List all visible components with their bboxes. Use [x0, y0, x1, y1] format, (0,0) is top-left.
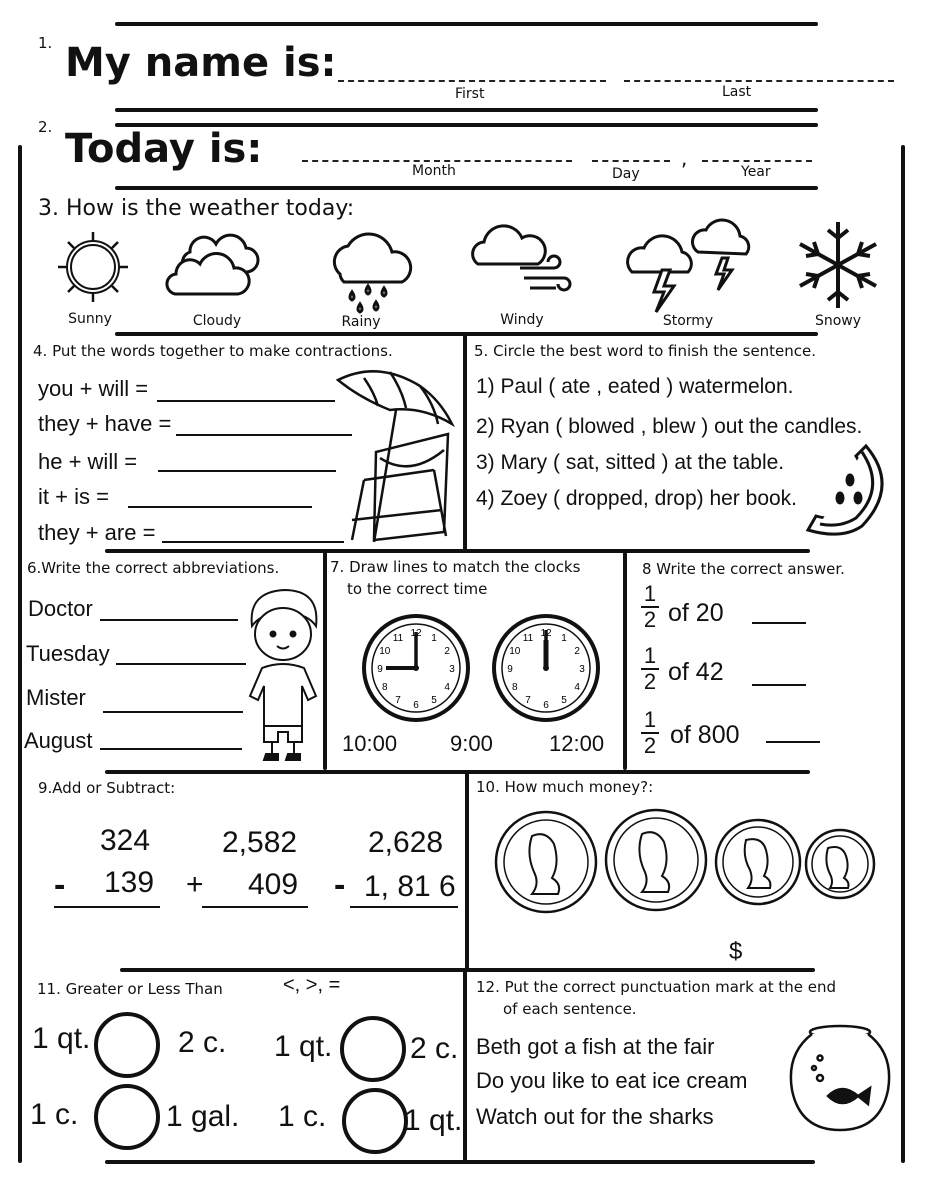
q8-item-2: of 42 [668, 658, 724, 686]
clock-center [413, 665, 419, 671]
coins-icon [492, 806, 882, 916]
fraction-1: $\frac{1}{2}$ [641, 582, 659, 632]
clock-number: 7 [395, 695, 401, 707]
q10-title: 10. How much money?: [476, 778, 654, 796]
clock-number: 7 [525, 695, 531, 707]
day-line[interactable] [592, 160, 670, 162]
compare-circle-3[interactable] [94, 1084, 160, 1150]
clock-number: 8 [382, 682, 388, 693]
q11-r1-c: 1 qt. [274, 1030, 333, 1063]
day-label: Day [612, 166, 640, 182]
q5-item-3: 3) Mary ( sat, sitted ) at the table. [476, 451, 785, 474]
q11-r2-b: 1 gal. [166, 1100, 240, 1133]
q4-answer-2[interactable] [176, 434, 352, 436]
problem-3-bottom: 1, 81 6 [364, 870, 456, 903]
q6-item-3: Mister [26, 685, 86, 710]
month-line[interactable] [302, 160, 572, 162]
divider-q11-q12 [463, 970, 467, 1162]
clock-number: 11 [392, 632, 404, 644]
problem-1-line [54, 906, 160, 908]
q6-answer-1[interactable] [100, 619, 238, 621]
last-label: Last [722, 84, 752, 100]
year-label: Year [741, 164, 771, 180]
divider-q7-q8 [623, 552, 627, 770]
time-option-3[interactable]: 12:00 [549, 731, 605, 756]
problem-3-line [350, 906, 458, 908]
clock-number: 5 [561, 695, 567, 707]
q5-title: 5. Circle the best word to finish the sentence. [474, 342, 817, 360]
q6-answer-3[interactable] [103, 711, 243, 713]
q11-r1-a: 1 qt. [32, 1022, 91, 1055]
q11-r1-b: 2 c. [178, 1026, 227, 1059]
problem-1-bottom: 139 [104, 866, 155, 899]
compare-circle-1[interactable] [94, 1012, 160, 1078]
q2-number: 2. [38, 118, 53, 136]
clock-number: 10 [509, 646, 521, 657]
rain-cloud-icon[interactable] [334, 234, 410, 312]
clock-number: 6 [543, 700, 549, 711]
clock-number: 4 [574, 682, 580, 693]
fraction-2: $\frac{1}{2}$ [641, 644, 659, 694]
clock-twelve[interactable] [490, 612, 602, 724]
q11-title: 11. Greater or Less Than [37, 980, 223, 998]
compare-circle-4[interactable] [342, 1088, 408, 1154]
problem-2-op: + [186, 868, 204, 901]
q4-item-5: they + are = [38, 520, 156, 545]
q4-title: 4. Put the words together to make contractions. [33, 342, 393, 360]
clock-number: 5 [431, 695, 437, 707]
clock-number: 2 [444, 646, 450, 657]
clock-number: 1 [561, 632, 567, 644]
wind-icon[interactable] [473, 226, 570, 290]
clock-number: 8 [512, 682, 518, 693]
q1-label: My name is: [65, 40, 337, 86]
dollar-sign: $ [729, 938, 743, 965]
q12-item-3: Watch out for the sharks [476, 1104, 714, 1129]
q12-item-2: Do you like to eat ice cream [476, 1068, 748, 1093]
rule-name-bottom [115, 108, 818, 112]
clock-number: 12 [410, 628, 422, 639]
q6-title: 6.Write the correct abbreviations. [27, 559, 280, 577]
q8-item-3: of 800 [670, 721, 740, 749]
q5-item-2: 2) Ryan ( blowed , blew ) out the candles. [476, 415, 863, 438]
q7-title: 7. Draw lines to match the clocks [330, 558, 581, 576]
q4-answer-5[interactable] [162, 541, 344, 543]
q6-answer-4[interactable] [100, 748, 242, 750]
snowflake-icon[interactable] [800, 222, 876, 308]
clock-number: 4 [444, 682, 450, 693]
weather-label-cloudy: Cloudy [192, 313, 242, 329]
q8-answer-2[interactable] [752, 684, 806, 686]
q8-answer-1[interactable] [752, 622, 806, 624]
q12-title: 12. Put the correct punctuation mark at the end [476, 978, 837, 996]
weather-icons [0, 212, 927, 322]
q3-title: 3. How is the weather today: [38, 196, 355, 221]
q4-item-3: he + will = [38, 449, 138, 474]
q4-item-4: it + is = [38, 484, 109, 509]
problem-3-op: - [334, 866, 346, 904]
date-comma: , [681, 146, 688, 170]
compare-circle-2[interactable] [340, 1016, 406, 1082]
clock-center [543, 665, 549, 671]
q9-title: 9.Add or Subtract: [38, 779, 176, 797]
q8-title: 8 Write the correct answer. [642, 560, 845, 578]
q12-title-line2: of each sentence. [503, 1000, 637, 1018]
rule-top [115, 22, 818, 26]
quarter-icon-1 [496, 812, 596, 912]
beach-chair-umbrella-icon [334, 360, 459, 545]
q11-r1-d: 2 c. [410, 1032, 459, 1065]
q1-number: 1. [38, 34, 53, 52]
divider-q4-q5 [463, 334, 467, 552]
q4-item-2: they + have = [38, 411, 172, 436]
clock-number: 9 [507, 664, 513, 675]
clock-number: 2 [574, 646, 580, 657]
rule-row3-bottom [105, 770, 810, 774]
clock-number: 1 [431, 632, 437, 644]
sun-icon[interactable] [58, 232, 128, 302]
q11-symbols: <, >, = [283, 974, 341, 996]
weather-label-windy: Windy [500, 312, 544, 328]
storm-icon[interactable] [628, 220, 749, 312]
clock-number: 3 [449, 664, 455, 675]
boy-icon [242, 586, 324, 764]
first-label: First [455, 86, 485, 102]
weather-label-stormy: Stormy [662, 313, 714, 329]
clock-number: 3 [579, 664, 585, 675]
divider-q9-q10 [465, 772, 469, 970]
problem-2-line [202, 906, 308, 908]
problem-2-top: 2,582 [222, 826, 298, 859]
last-name-line[interactable] [624, 80, 894, 82]
clock-number: 9 [377, 664, 383, 675]
year-line[interactable] [702, 160, 812, 162]
q5-item-1: 1) Paul ( ate , eated ) watermelon. [476, 375, 794, 398]
q12-item-1: Beth got a fish at the fair [476, 1034, 715, 1059]
month-label: Month [412, 163, 456, 179]
first-name-line[interactable] [338, 80, 606, 82]
q6-item-2: Tuesday [26, 641, 110, 666]
clock-number: 6 [413, 700, 419, 711]
q6-item-1: Doctor [28, 596, 93, 621]
q4-answer-3[interactable] [158, 470, 336, 472]
quarter-icon-2 [606, 810, 706, 910]
penny-icon [716, 820, 800, 904]
q5-item-4: 4) Zoey ( dropped, drop) her book. [476, 487, 798, 510]
fraction-3: $\frac{1}{2}$ [641, 708, 659, 758]
rule-row2-bottom [105, 549, 810, 553]
fishbowl-icon [786, 1022, 894, 1134]
time-option-1[interactable]: 10:00 [342, 731, 398, 756]
clock-number: 10 [379, 646, 391, 657]
watermelon-icon [804, 440, 896, 540]
clock-nine[interactable] [360, 612, 472, 724]
weather-label-snowy: Snowy [814, 313, 862, 329]
rule-date-bottom [115, 186, 818, 190]
problem-1-op: - [54, 866, 66, 904]
weather-label-sunny: Sunny [68, 311, 112, 327]
rule-row4-bottom [120, 968, 815, 972]
weather-label-rainy: Rainy [341, 314, 381, 330]
q2-label: Today is: [65, 126, 263, 172]
problem-1-top: 324 [100, 824, 151, 857]
cloud-icon[interactable] [167, 235, 258, 294]
clock-number: 11 [522, 632, 534, 644]
time-option-2[interactable]: 9:00 [450, 731, 493, 756]
q4-item-1: you + will = [38, 376, 149, 401]
q8-item-1: of 20 [668, 599, 724, 627]
q11-r2-c: 1 c. [278, 1100, 327, 1133]
problem-2-bottom: 409 [248, 868, 299, 901]
q6-answer-2[interactable] [116, 663, 246, 665]
q6-item-4: August [24, 728, 93, 753]
q7-title-line2: to the correct time [347, 580, 488, 598]
clock-number: 12 [540, 628, 552, 639]
dime-icon [806, 830, 874, 898]
q11-r2-a: 1 c. [30, 1098, 79, 1131]
rule-bottom [105, 1160, 815, 1164]
q11-r2-d: 1 qt. [404, 1104, 463, 1137]
q8-answer-3[interactable] [766, 741, 820, 743]
q4-answer-1[interactable] [157, 400, 335, 402]
q4-answer-4[interactable] [128, 506, 312, 508]
problem-3-top: 2,628 [368, 826, 444, 859]
